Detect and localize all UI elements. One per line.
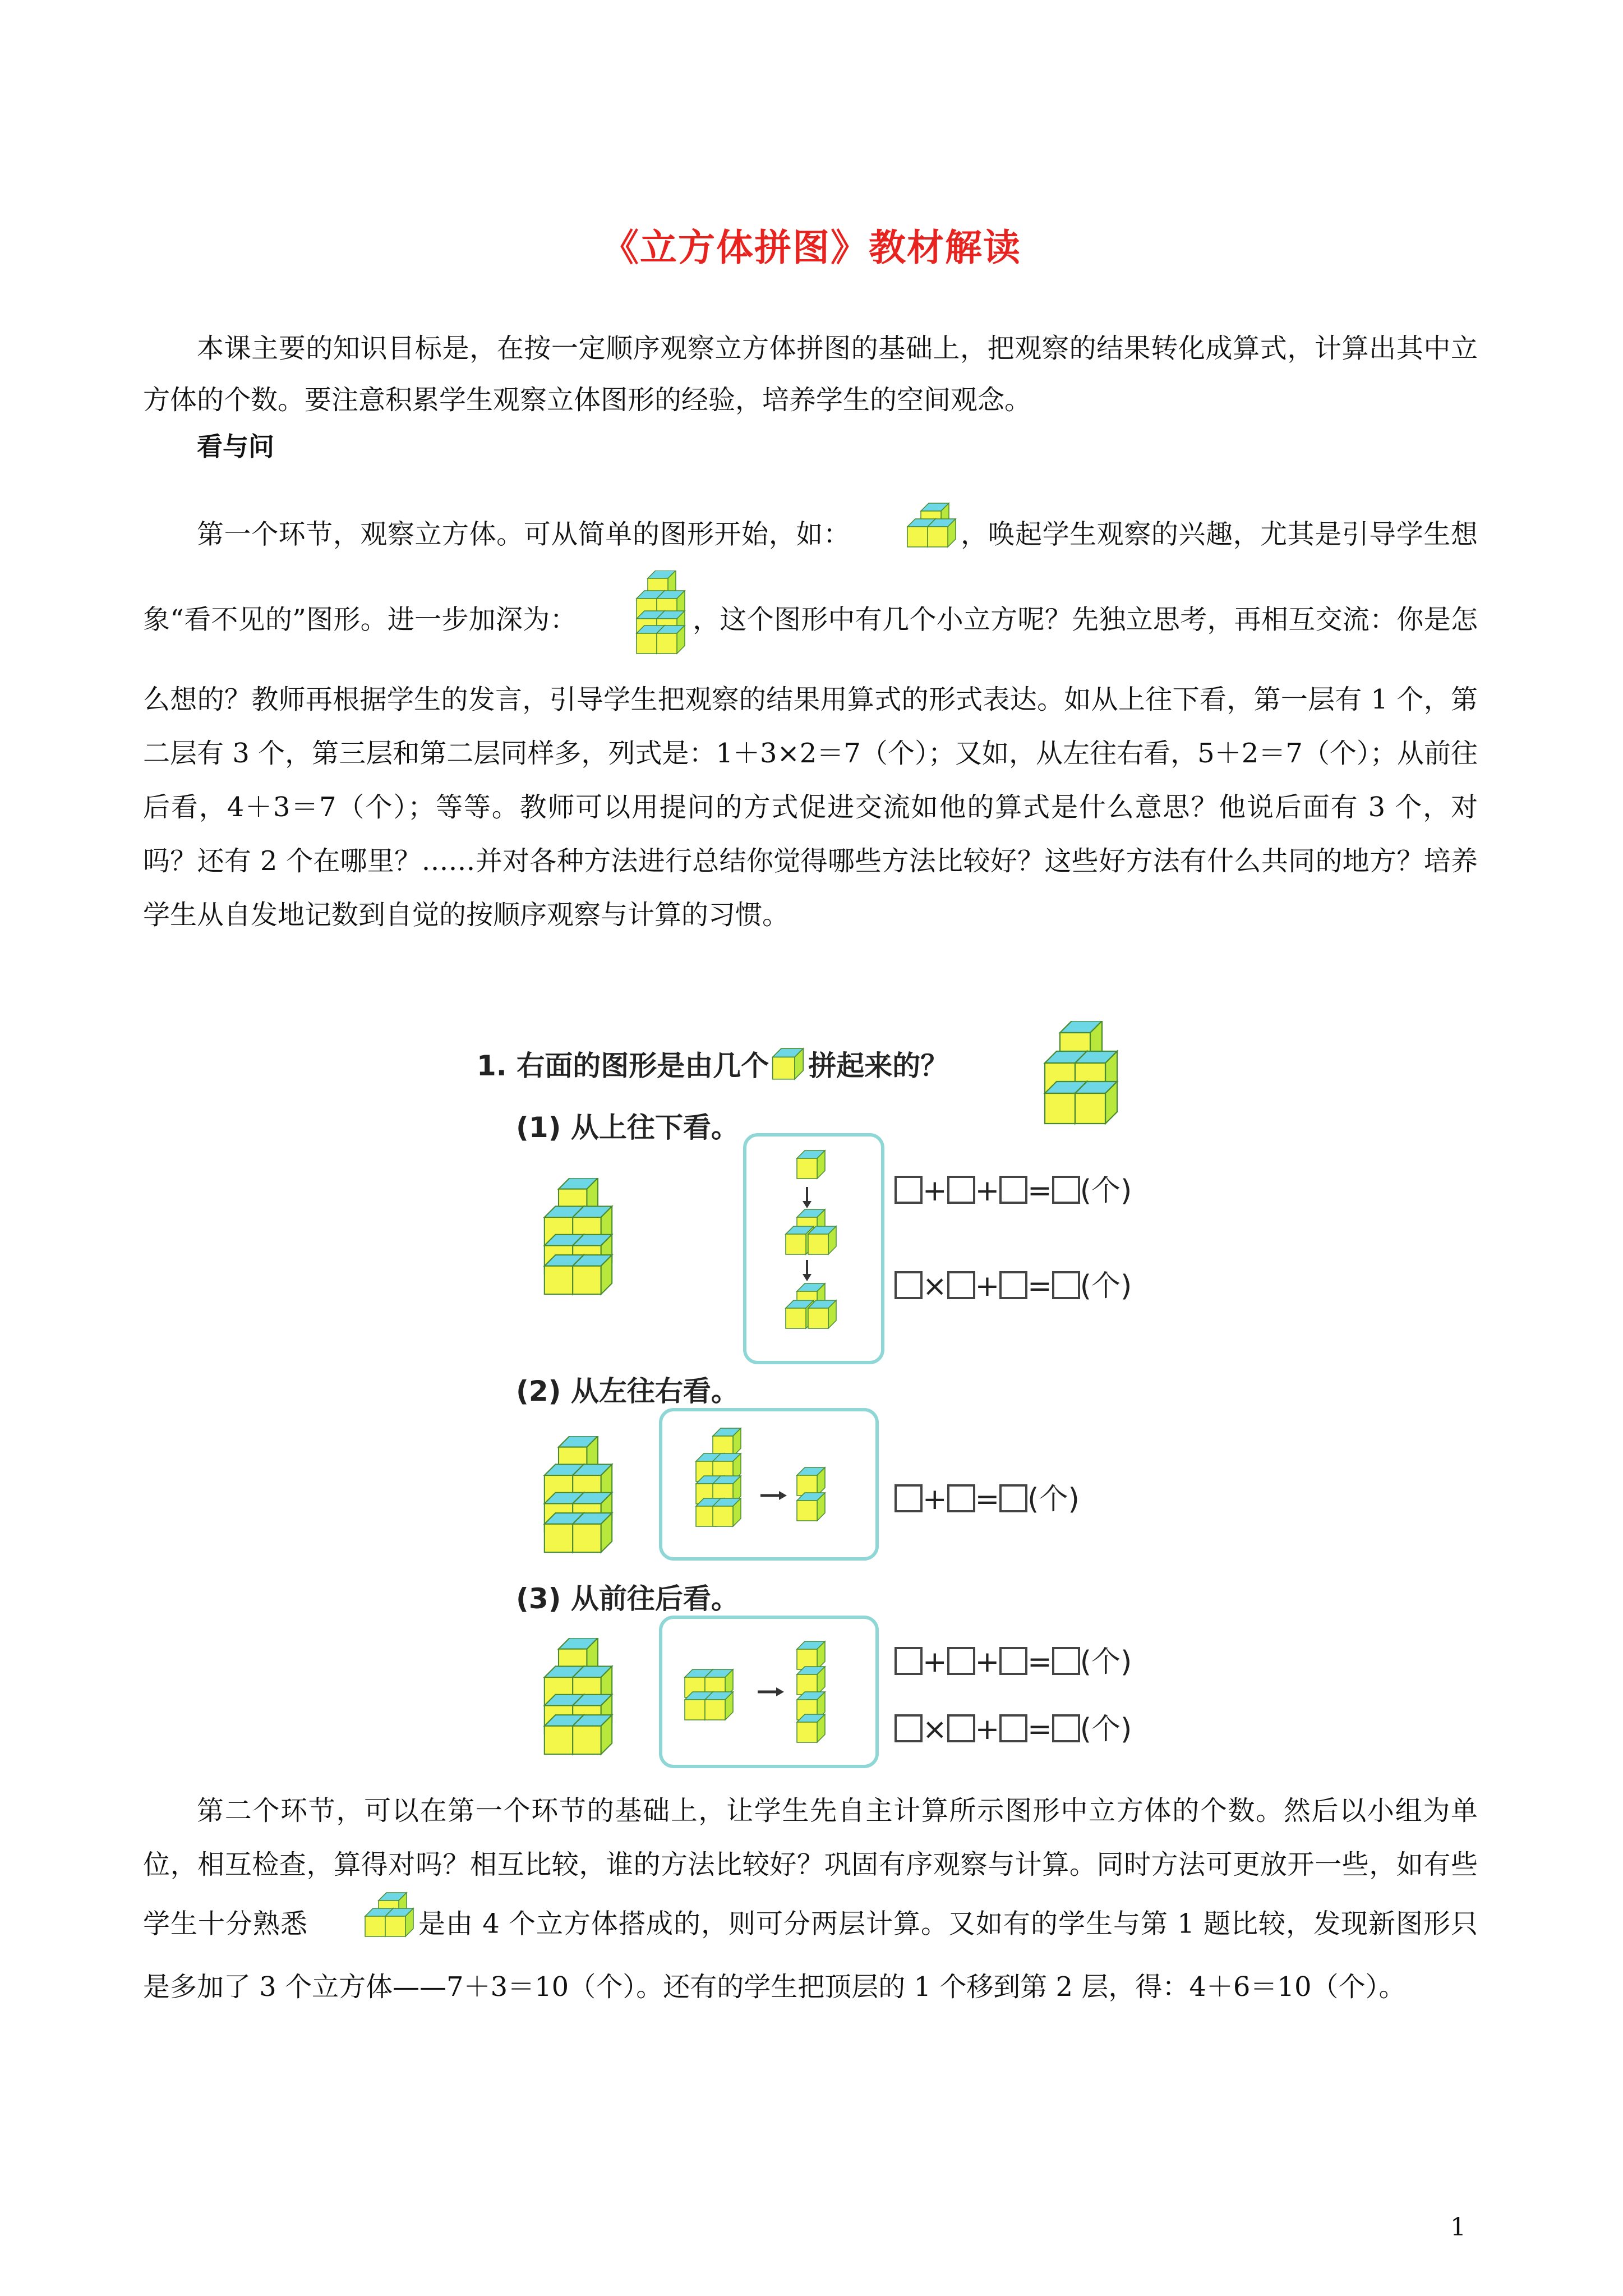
- op-equals: =: [975, 1483, 1000, 1516]
- op-equals: =: [1027, 1174, 1052, 1208]
- exercise-question: [477, 1043, 948, 1084]
- blank-box[interactable]: [895, 1714, 923, 1742]
- shape-left-right: [527, 1436, 628, 1554]
- exercise-figure: [460, 1010, 1223, 1767]
- p2-text-b: 是由 4 个立方体搭成的，则可分两层计算。又如有的学生与第 1 题比较，发现新图形只是多加了 3 个立方体——7＋3＝10（个）。还有的学生把顶层的 1 个移到第 2 层，得：4＋6＝10（个）。: [143, 1908, 1478, 2003]
- paragraph-first-stage: [143, 502, 1478, 942]
- op-equals: =: [1027, 1713, 1052, 1746]
- blank-box[interactable]: [1052, 1714, 1080, 1742]
- blank-box[interactable]: [895, 1271, 923, 1299]
- four-cube-figure: [308, 1892, 418, 1960]
- unit-label: (个): [1080, 1174, 1132, 1208]
- section-heading: 看与问: [197, 431, 274, 462]
- small-cube-figure: [850, 502, 960, 570]
- paragraph-second-stage: [143, 1784, 1478, 2014]
- left-right-panel: [659, 1408, 879, 1561]
- op-times: ×: [923, 1713, 947, 1746]
- unit-label: (个): [1080, 1645, 1132, 1679]
- blank-box[interactable]: [999, 1484, 1027, 1512]
- unit-label: (个): [1027, 1483, 1080, 1516]
- op-plus: +: [975, 1713, 1000, 1746]
- page-number: 1: [1450, 2213, 1466, 2242]
- front-back-panel: [659, 1616, 879, 1768]
- op-plus: +: [975, 1645, 1000, 1679]
- blank-box[interactable]: [895, 1647, 923, 1675]
- tall-cube-figure: [577, 570, 693, 673]
- equation-multiply: [895, 1262, 1132, 1304]
- op-times: ×: [923, 1269, 947, 1303]
- op-plus: +: [923, 1483, 947, 1516]
- blank-box[interactable]: [999, 1271, 1027, 1299]
- blank-box[interactable]: [947, 1271, 975, 1299]
- blank-box[interactable]: [999, 1647, 1027, 1675]
- p1-text-b: ，唤起学生观察的兴趣，尤其是引导学生想象“看不见的”图形。进一步加深为：: [143, 518, 1478, 636]
- shape-top-down: [527, 1178, 628, 1296]
- question-suffix: 拼起来的？: [808, 1050, 949, 1082]
- target-shape-figure: [1026, 1021, 1127, 1133]
- step-left-right-label: (2) 从左往右看。: [516, 1375, 739, 1407]
- op-plus: +: [975, 1269, 1000, 1303]
- op-equals: =: [1027, 1645, 1052, 1679]
- blank-box[interactable]: [895, 1484, 923, 1512]
- p1-text-a: 第一个环节，观察立方体。可从简单的图形开始，如：: [197, 518, 851, 550]
- p1-text-c: ，这个图形中有几个小立方呢？先独立思考，再相互交流：你是怎么想的？教师再根据学生的发言，引导学生把观察的结果用算式的形式表达。如从上往下看，第一层有 1 个，第二层有 3 个，第三层和第二层同样多，列式是：1＋3×2＝7（个）；又如，从左往右看，5＋2＝7（个）；从前往后看，4＋3＝7（个）；等等。教师可以用提问的方式促进交流如他的算式是什么意思？他说后面有 3 个，对吗？还有 2 个在哪里？……并对各种方法进行总结你觉得哪些方法比较好？这些好方法有什么共同的地方？培养学生从自发地记数到自觉的按顺序观察与计算的习惯。: [143, 604, 1478, 931]
- equation-sum-three: [895, 1167, 1132, 1209]
- blank-box[interactable]: [947, 1647, 975, 1675]
- op-plus: +: [923, 1645, 947, 1679]
- document-title: 《立方体拼图》教材解读: [602, 226, 1021, 269]
- p2-text-a: 第二个环节，可以在第一个环节的基础上，让学生先自主计算所示图形中立方体的个数。然后以小组为单位，相互检查，算得对吗？相互比较，谁的方法比较好？巩固有序观察与计算。同时方法可更放开一些，如有些学生十分熟悉: [143, 1795, 1478, 1940]
- equation-left-right: [895, 1475, 1080, 1517]
- step-top-down-label: (1) 从上往下看。: [516, 1111, 739, 1144]
- blank-box[interactable]: [947, 1176, 975, 1204]
- step-front-back-label: (3) 从前往后看。: [516, 1582, 739, 1615]
- equation-front-back-multiply: [895, 1705, 1132, 1747]
- blank-box[interactable]: [999, 1714, 1027, 1742]
- blank-box[interactable]: [895, 1176, 923, 1204]
- blank-box[interactable]: [1052, 1271, 1080, 1299]
- top-down-layers-panel: [743, 1133, 884, 1364]
- blank-box[interactable]: [947, 1714, 975, 1742]
- blank-box[interactable]: [1052, 1176, 1080, 1204]
- equation-front-back-sum: [895, 1638, 1132, 1680]
- op-plus: +: [923, 1174, 947, 1208]
- op-equals: =: [1027, 1269, 1052, 1303]
- question-prefix: 1. 右面的图形是由几个: [477, 1050, 769, 1082]
- unit-label: (个): [1080, 1713, 1132, 1746]
- blank-box[interactable]: [1052, 1647, 1080, 1675]
- unit-label: (个): [1080, 1269, 1132, 1303]
- op-plus: +: [975, 1174, 1000, 1208]
- intro-paragraph: 本课主要的知识目标是，在按一定顺序观察立方体拼图的基础上，把观察的结果转化成算式，计算出其中立方体的个数。要注意积累学生观察立体图形的经验，培养学生的空间观念。: [143, 333, 1478, 416]
- shape-front-back: [527, 1638, 628, 1756]
- blank-box[interactable]: [999, 1176, 1027, 1204]
- blank-box[interactable]: [947, 1484, 975, 1512]
